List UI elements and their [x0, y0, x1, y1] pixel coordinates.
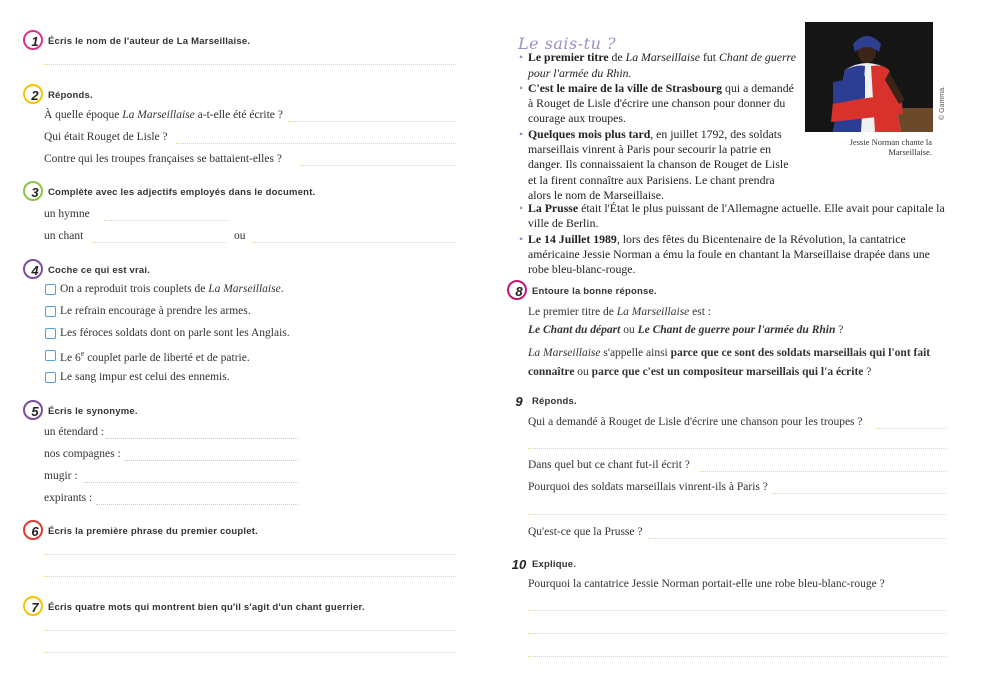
did-you-know-box: [518, 36, 796, 203]
question-2-header: [26, 87, 93, 103]
or-label: ou: [234, 230, 246, 242]
fact-2: • C'est le maire de la ville de Strasbourg qui a demandé à Rouget de Lisle d'écrire une chanson pour donner du courage aux troupes.: [519, 80, 794, 126]
question-number-10: 10: [511, 556, 527, 572]
question-9-item-3: Pourquoi des soldats marseillais vinrent-ils à Paris ?: [528, 481, 768, 493]
question-10-item: Pourquoi la cantatrice Jessie Norman portait-elle une robe bleu-blanc-rouge ?: [528, 578, 885, 590]
answer-line[interactable]: [106, 438, 298, 439]
checkbox-2[interactable]: [45, 306, 56, 317]
question-2-line-2: Qui était Rouget de Lisle ?: [44, 131, 168, 143]
question-9-item-4: Qu'est-ce que la Prusse ?: [528, 526, 643, 538]
question-10-title: Explique.: [532, 558, 577, 570]
checkbox-5[interactable]: [45, 372, 56, 383]
answer-line[interactable]: [300, 165, 456, 166]
question-4-title: Coche ce qui est vrai.: [48, 264, 151, 276]
answer-line[interactable]: [84, 482, 298, 483]
question-1-title: Écris le nom de l'auteur de La Marseillaise.: [48, 35, 251, 47]
answer-line[interactable]: [648, 538, 946, 539]
facts-wide: [518, 201, 946, 277]
statement-2: Le refrain encourage à prendre les armes.: [60, 305, 251, 317]
choice-compositeur-marseillais[interactable]: parce que c'est un compositeur marseillais qui l'a écrite: [591, 366, 864, 378]
fact-4: • La Prusse était l'État le plus puissant de l'Allemagne actuelle. Elle avait pour capitale la ville de Berlin.: [519, 201, 945, 231]
answer-line[interactable]: [104, 220, 228, 221]
question-8-header: [510, 283, 657, 299]
choice-chant-de-guerre[interactable]: Le Chant de guerre pour l'armée du Rhin: [637, 324, 836, 336]
question-number-6: 6: [26, 523, 44, 539]
question-5-title: Écris le synonyme.: [48, 405, 138, 417]
fact-5: • Le 14 Juillet 1989, lors des fêtes du Bicentenaire de la Révolution, la cantatrice américaine Jessie Norman a ému la foule en chantant la Marseillaise drapée dans une robe bleu-blanc-rouge.: [519, 231, 930, 277]
synonym-label-compagnes: nos compagnes :: [44, 448, 121, 460]
statement-1: On a reproduit trois couplets de La Marseillaise.: [60, 283, 284, 295]
answer-line[interactable]: [528, 610, 946, 611]
photo-caption: Jessie Norman chante la Marseillaise.: [849, 137, 932, 157]
question-number-4: 4: [26, 262, 44, 278]
question-9-header: [510, 393, 577, 409]
answer-line[interactable]: [528, 448, 946, 449]
answer-line[interactable]: [528, 514, 946, 515]
did-you-know-heading: Le sais-tu ?: [518, 34, 617, 53]
adjective-label-chant: un chant: [44, 230, 84, 242]
statement-3: Les féroces soldats dont on parle sont les Anglais.: [60, 327, 290, 339]
jessie-norman-photo: [805, 22, 933, 132]
question-1-header: [26, 33, 250, 49]
answer-line[interactable]: [876, 428, 946, 429]
question-4-header: [26, 262, 150, 278]
question-number-1: 1: [26, 33, 44, 49]
question-9-item-1: Qui a demandé à Rouget de Lisle d'écrire une chanson pour les troupes ?: [528, 416, 863, 428]
question-3-header: [26, 184, 315, 200]
question-2-line-1: À quelle époque La Marseillaise a-t-elle été écrite ?: [44, 109, 283, 121]
answer-line[interactable]: [44, 554, 456, 555]
checkbox-3[interactable]: [45, 328, 56, 339]
answer-line[interactable]: [44, 576, 456, 577]
question-9-title: Réponds.: [532, 395, 577, 407]
question-6-title: Écris la première phrase du premier couplet.: [48, 525, 258, 537]
question-8-line-1: Le premier titre de La Marseillaise est :: [528, 306, 712, 318]
question-8-line-2: Le Chant du départ ou Le Chant de guerre pour l'armée du Rhin ?: [528, 324, 844, 336]
answer-line[interactable]: [44, 652, 456, 653]
question-7-header: [26, 599, 365, 615]
question-8-title: Entoure la bonne réponse.: [532, 285, 657, 297]
question-9-item-2: Dans quel but ce chant fut-il écrit ?: [528, 459, 690, 471]
fact-1: • Le premier titre de La Marseillaise fut Chant de guerre pour l'armée du Rhin.: [519, 50, 796, 80]
synonym-label-mugir: mugir :: [44, 470, 78, 482]
answer-line[interactable]: [44, 630, 456, 631]
answer-line[interactable]: [252, 242, 456, 243]
question-number-7: 7: [26, 599, 44, 615]
question-6-header: [26, 523, 258, 539]
question-7-title: Écris quatre mots qui montrent bien qu'il s'agit d'un chant guerrier.: [48, 601, 365, 613]
answer-line[interactable]: [124, 460, 298, 461]
choice-chant-du-depart[interactable]: Le Chant du départ: [528, 324, 621, 336]
answer-line[interactable]: [528, 633, 946, 634]
checkbox-4[interactable]: [45, 350, 56, 361]
checkbox-1[interactable]: [45, 284, 56, 295]
answer-line[interactable]: [528, 656, 946, 657]
question-number-5: 5: [26, 403, 44, 419]
statement-5: Le sang impur est celui des ennemis.: [60, 371, 230, 383]
synonym-label-expirants: expirants :: [44, 492, 93, 504]
fact-3: • Quelques mois plus tard, en juillet 1792, des soldats marseillais vinrent à Paris pour secourir la patrie en danger. Ils connaissaient la chanson de Rouget de Lisle et la firent connaître aux Parisiens. Le chant prendra alors le nom de Marseillaise.: [519, 126, 789, 202]
answer-line[interactable]: [96, 504, 298, 505]
question-number-3: 3: [26, 184, 44, 200]
answer-line[interactable]: [288, 121, 456, 122]
question-number-8: 8: [510, 283, 528, 299]
choice-soldats-marseillais[interactable]: parce que ce sont des soldats marseillais qui l'ont fait connaître: [528, 347, 931, 378]
adjective-label-hymne: un hymne: [44, 208, 90, 220]
answer-line[interactable]: [700, 471, 946, 472]
question-number-9: 9: [515, 393, 523, 409]
statement-4: Le 6e couplet parle de liberté et de patrie.: [60, 349, 250, 364]
question-2-line-3: Contre qui les troupes françaises se battaient-elles ?: [44, 153, 282, 165]
answer-line[interactable]: [772, 493, 946, 494]
answer-line[interactable]: [176, 143, 456, 144]
question-8-line-3: La Marseillaise s'appelle ainsi parce que ce sont des soldats marseillais qui l'ont fait connaître ou parce que c'est un compositeur marseillais qui l'a écrite ?: [528, 347, 931, 378]
question-3-title: Complète avec les adjectifs employés dans le document.: [48, 186, 316, 198]
question-number-2: 2: [26, 87, 44, 103]
answer-line[interactable]: [92, 242, 226, 243]
question-2-title: Réponds.: [48, 89, 93, 101]
photo-credit: © Gamma.: [939, 86, 946, 120]
question-5-header: [26, 403, 138, 419]
question-10-header: [510, 556, 576, 572]
singer-illustration: [805, 22, 933, 132]
answer-line[interactable]: [44, 64, 456, 65]
synonym-label-etendard: un étendard :: [44, 426, 105, 438]
